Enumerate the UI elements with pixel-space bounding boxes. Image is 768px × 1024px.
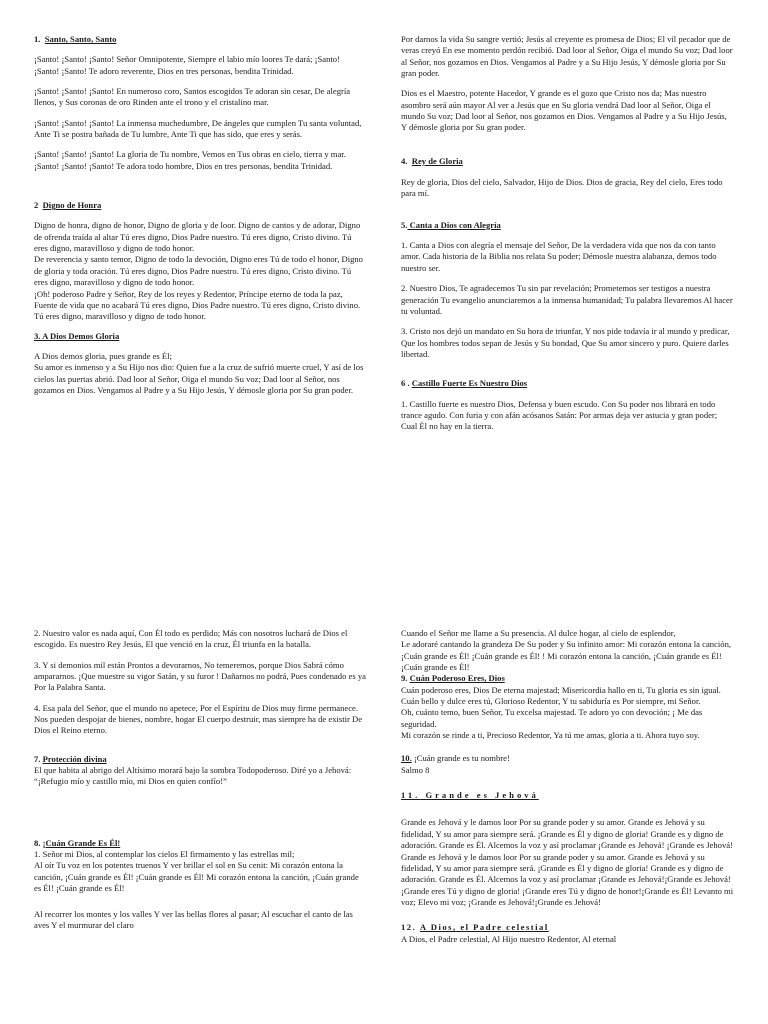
hymn-1-verse-4: ¡Santo! ¡Santo! ¡Santo! La gloria de Tu nombre, Vemos en Tus obras en cielo, tierra y mar. ¡Santo! ¡Santo! ¡Santo! Te adora todo hombre, Dios en tres personas, bendita Trinidad. [34, 149, 346, 171]
hymn-6-verse-4: 4. Esa pala del Señor, que el mundo no apetece, Por el Espíritu de Dios muy firme permanece. Nos pueden despojar de bienes, nombre, hogar El cuerpo destruir, mas siempre ha de existir De Dios el Reino eterno. [34, 702, 363, 736]
hymn-3-title: 3. A Dios Demos Gloria [34, 330, 120, 341]
hymn-12-verse-1: A Dios, el Padre celestial, Al Hijo nuestro Redentor, Al eternal [401, 933, 617, 944]
hymn-9-heading: 9. Cuán Poderoso Eres, Dios [401, 673, 505, 684]
column-top-right [401, 34, 734, 442]
hymn-11-verse-1: Grande es Jehová y le damos loor Por su grande poder y su amor. Grande es Jehová y su fidelidad, Y su amor para siempre será. ¡Grande es Él y digno de gloria! Grande es y digno de adoración. Grande es Él. Alcemos la voz y así proclamar ¡Grande es Jehová! ¡Grande es Jehová! Grande es Jehová y le damos loor Por su grande poder y su amor. Grande es Jehová y su fidelidad, Y su amor para siempre será. ¡Grande es Él y digno de gloria! Grande es y digno de adoración. Grande es Él. Alcemos la voz y así proclamar ¡Grande es Jehová!¡Grande es Jehová!¡Grande eres Tú y digno de gloria! ¡Grande eres Tú y digno de honor!¡Grande es Él! Levanto mi voz; Elevo mi voz; ¡Grande es Jehová!¡Grande es Jehová! [401, 817, 734, 907]
hymn-2-verse-3: ¡Oh! poderoso Padre y Señor, Rey de los reyes y Redentor, Príncipe eterno de toda la paz, Fuente de vida que no acabará Tú eres digno, Dios Padre nuestro. Tú eres digno, Cristo divino. Tú eres digno, maravilloso y digno de todo honor. [34, 288, 361, 322]
hymn-8-verse-4-lines: Cuando el Señor me llame a Su presencia. Al dulce hogar, al cielo de esplendor, [401, 628, 676, 638]
hymn-4-title: Rey de Gloria [411, 155, 463, 166]
hymn-1-verse-1: ¡Santo! ¡Santo! ¡Santo! Señor Omnipotente, Siempre el labio mío loores Te dará; ¡Santo! ¡Santo! ¡Santo! Te adoro reverente, Dios en tres personas, bendita Trinidad. [34, 54, 340, 76]
hymn-6-title: Castillo Fuerte Es Nuestro Dios [411, 378, 528, 389]
hymn-3-verse-2: Por darnos la vida Su sangre vertió; Jesús al creyente es promesa de Dios; El vil pecador que de veras creyó En ese momento perdón recibió. Dad loor al Señor, Oiga el mundo Su voz; Dad loor al Señor, nos gozamos en Dios. Vengamos al Padre y a Su Hijo Jesús, Y démosle gloria por Su gran poder. [401, 34, 733, 79]
hymn-6-verse-1: 1. Castillo fuerte es nuestro Dios, Defensa y buen escudo. Con Su poder nos librará en todo trance agudo. Con furia y con afán acósanos Satán: Por armas deja ver astucia y gran poder; Cual Él no hay en la tierra. [401, 398, 718, 432]
hymn-3-verse-3: Dios es el Maestro, potente Hacedor, Y grande es el gozo que Cristo nos da; Mas nuestro asombro será aún mayor Al ver a Jesús que en Su gloria vendrá Dad loor al Señor, Oiga el mundo Su voz; Dad loor al Señor, nos gozamos en Dios. Vengamos al Padre y a Su Hijo Jesús, Y démosle gloria por Su gran poder. [401, 88, 727, 133]
hymn-5-title: Canta a Dios con Alegría [407, 219, 501, 230]
hymn-1-title: Santo, Santo, Santo [44, 34, 117, 44]
hymn-6-verse-2: 2. Nuestro valor es nada aquí, Con Él todo es perdido; Más con nosotros luchará de Dios el escogido. Es nuestro Rey Jesús, El que venció en la cruz, Él triunfa en la batalla. [34, 628, 348, 650]
column-top-left [34, 34, 367, 405]
hymn-8-title: ¡Cuán Grande Es Él! [42, 837, 121, 848]
column-bottom-right [401, 628, 734, 954]
hymn-3-verse-1: Su amor es inmenso y a Su Hijo nos dio: Quien fue a la cruz de sufrió muerte cruel, Y así de los cielos las puertas abrió. Dad loor al Señor, Oiga el mundo Su voz; Dad loor al Señor, nos gozamos en Dios. Vengamos al Padre y a Su Hijo Jesús, Y démosle gloria por Su gran poder. [34, 362, 364, 395]
hymn-6-verse-3: 3. Y si demonios mil están Prontos a devorarnos, No temeremos, porque Dios Sabrá cómo ampararnos. ¡Que muestre su vigor Satán, y su furor ! Dañarnos no podrá, Pues condenado es ya Por la Palabra Santa. [34, 659, 366, 693]
hymn-11-title: 11. Grande es Jehová [401, 790, 539, 801]
hymn-1-verse-3: ¡Santo! ¡Santo! ¡Santo! La inmensa muchedumbre, De ángeles que cumplen Tu santa voluntad, Ante Ti se postra bañada de Tu lumbre, Ante Ti que has sido, que eres y serás. [34, 117, 362, 140]
hymn-1-heading: 1. Santo, Santo, Santo [34, 34, 117, 44]
hymn-1-verse-2: ¡Santo! ¡Santo! ¡Santo! En numeroso coro, Santos escogidos Te adoran sin cesar, De alegría llenos, y Sus coronas de oro Rinden ante el trono y el cristalino mar. [34, 86, 351, 108]
hymn-9-verse-4: Mi corazón se rinde a ti, Precioso Redentor, Ya tú me amas, gloria a ti. Ahora tuyo soy. [401, 730, 700, 741]
hymn-7-title: Protección divina [42, 753, 107, 764]
hymn-8-verse-2: Al recorrer los montes y los valles Y ver las bellas flores al pasar; Al escuchar el canto de las aves Y el murmurar del claro [34, 908, 353, 930]
hymn-2-verse-2: De reverencia y santo temor, Digno de todo la devoción, Digno eres Tú de todo el honor, Digno de gloria y toda oración. Tú eres digno, Dios Padre nuestro. Tú eres digno, Cristo divino. Tú eres digno, maravilloso y digno de todo honor. [34, 254, 363, 288]
hymn-8-verse-4: Le adoraré cantando la grandeza De Su poder y Su infinito amor: Mi corazón entona la canción, ¡Cuán grande es Él! ¡Cuán grande es Él! ! Mi corazón entona la canción, ¡Cuán grande es Él! ¡Cuán grande es Él! [401, 639, 732, 673]
hymn-5-verse-3: 3. Cristo nos dejó un mandato en Su hora de triunfar, Y nos pide todavía ir al mundo y predicar, Que los hombres todos sepan de Jesús y Su bondad, Que Su amor sincero y puro. Quiere darles libertad. [401, 326, 730, 359]
hymn-9-verse-2: Cuán bello y dulce eres tú, Glorioso Redentor, Y tu sabiduría es Por siempre, mi Señor. [401, 696, 701, 707]
hymn-5-verse-1: 1. Canta a Dios con alegría el mensaje del Señor, De la verdadera vida que nos da con tanto amor. Cada historia de la Biblia nos relata Su poder; Démosle nuestra alabanza, demos todo nuestro ser. [401, 240, 717, 273]
hymn-4-heading: 4. Rey de Gloria [401, 155, 463, 166]
hymn-10-heading: 10. ¡Cuán grande es tu nombre! [401, 753, 510, 764]
hymn-5-verse-2: 2. Nuestro Dios, Te agradecemos Tu sin par revelación; Prometemos ser testigos a nuestra generación Tu evangelio anunciaremos a la inmensa humanidad; Tu palabra llevaremos Al hacer tu voluntad. [401, 283, 733, 316]
hymn-7-heading: 7. Protección divina [34, 753, 107, 764]
hymn-2-heading: 2 Digno de Honra [34, 200, 102, 211]
hymn-9-title: Cuán Poderoso Eres, Dios [409, 673, 505, 684]
hymn-4-verse-1: Rey de gloria, Dios del cielo, Salvador, Hijo de Dios. Dios de gracia, Rey del cielo, Eres todo para mí. [401, 177, 723, 199]
hymn-10-psalm-reference: Salmo 8 [401, 764, 430, 775]
hymn-9-verse-1: Cuán poderoso eres, Dios De eterna majestad; Misericordia hallo en ti, Tu gloria es sin igual. [401, 684, 721, 695]
hymn-10-title: ¡Cuán grande es tu nombre! [411, 753, 510, 764]
hymn-8-verse-1-lines: 1. Señor mi Dios, al contemplar los cielos El firmamento y las estrellas mil; [34, 849, 295, 860]
hymn-12-title: A Dios, el Padre celestial [419, 922, 549, 933]
hymn-12-heading: 12. A Dios, el Padre celestial [401, 922, 549, 933]
hymn-5-heading: 5. Canta a Dios con Alegría [401, 219, 501, 230]
hymn-11-heading [401, 790, 734, 801]
hymn-2-title: Digno de Honra [42, 200, 102, 211]
hymn-3-verse-1-line: A Dios demos gloria, pues grande es Él; [34, 350, 172, 361]
hymn-9-verse-3: Oh, cuánto temo, buen Señor, Tu excelsa majestad. Te adoro yo con devoción; ¡ Me das seguridad. [401, 707, 703, 729]
hymn-2-verse-1: Digno de honra, digno de honor, Digno de gloria y de loor. Digno de cantos y de adorar, Digno de ofrenda traída al altar Tú eres digno, Dios Padre nuestro. Tú eres digno, Cristo divino. Tú eres digno, maravilloso y digno de todo honor. [34, 220, 361, 254]
hymn-7-verse-1: El que habita al abrigo del Altísimo morará bajo la sombra Todopoderoso. Diré yo a Jehová: “¡Refugio mío y castillo mío, mi Dios en quien confío!” [34, 765, 352, 787]
hymn-8-verse-1: Al oír Tu voz en los potentes truenos Y ver brillar el sol en Su cenit: Mi corazón entona la canción, ¡Cuán grande es Él! ¡Cuán grande es Él! Mi corazón entona la canción, ¡Cuán grande es Él! ¡Cuán grande es Él! [34, 860, 359, 894]
hymn-8-heading: 8. ¡Cuán Grande Es Él! [34, 837, 121, 848]
hymn-3-heading [34, 331, 367, 342]
column-bottom-left [34, 628, 367, 940]
hymn-6-heading: 6 . Castillo Fuerte Es Nuestro Dios [401, 378, 528, 389]
